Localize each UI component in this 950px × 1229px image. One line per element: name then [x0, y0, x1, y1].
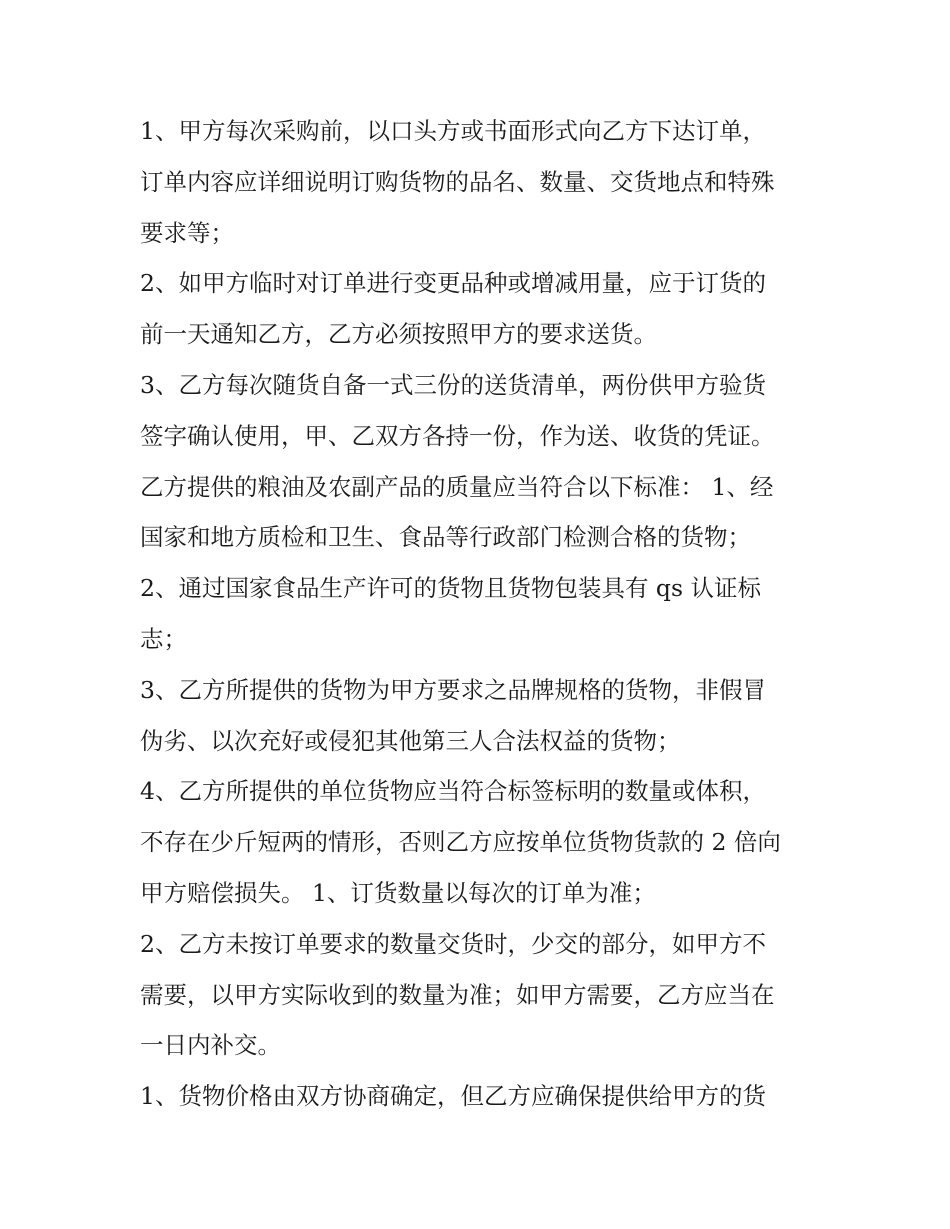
text-line-16: 甲方赔偿损失。 1、订货数量以每次的订单为准；	[140, 878, 656, 907]
text-line-10: 2、通过国家食品生产许可的货物且货物包装具有 qs 认证标	[140, 574, 761, 603]
text-line-8: 乙方提供的粮油及农副产品的质量应当符合以下标准： 1、经	[140, 472, 774, 501]
text-line-11: 志；	[140, 624, 187, 653]
text-line-2: 订单内容应详细说明订购货物的品名、数量、交货地点和特殊	[140, 167, 775, 196]
text-line-5: 前一天通知乙方，乙方必须按照甲方的要求送货。	[140, 320, 657, 349]
text-line-14: 4、乙方所提供的单位货物应当符合标签标明的数量或体积，	[140, 777, 766, 806]
text-line-9: 国家和地方质检和卫生、食品等行政部门检测合格的货物；	[140, 523, 751, 552]
text-line-6: 3、乙方每次随货自备一式三份的送货清单，两份供甲方验货	[140, 370, 766, 399]
text-line-17: 2、乙方未按订单要求的数量交货时，少交的部分，如甲方不	[140, 929, 766, 958]
text-line-20: 1、货物价格由双方协商确定，但乙方应确保提供给甲方的货	[140, 1082, 766, 1111]
text-line-7: 签字确认使用，甲、乙双方各持一份，作为送、收货的凭证。	[140, 421, 775, 450]
text-line-19: 一日内补交。	[140, 1031, 281, 1060]
text-line-3: 要求等；	[140, 218, 234, 247]
text-line-12: 3、乙方所提供的货物为甲方要求之品牌规格的货物，非假冒	[140, 675, 766, 704]
text-line-18: 需要，以甲方实际收到的数量为准；如甲方需要，乙方应当在	[140, 980, 775, 1009]
text-line-15: 不存在少斤短两的情形，否则乙方应按单位货物货款的 2 倍向	[140, 828, 781, 857]
document-body	[140, 106, 830, 1122]
text-line-4: 2、如甲方临时对订单进行变更品种或增减用量，应于订货的	[140, 269, 766, 298]
text-line-1: 1、甲方每次采购前，以口头方或书面形式向乙方下达订单，	[140, 117, 766, 145]
text-line-13: 伪劣、以次充好或侵犯其他第三人合法权益的货物；	[140, 726, 681, 755]
